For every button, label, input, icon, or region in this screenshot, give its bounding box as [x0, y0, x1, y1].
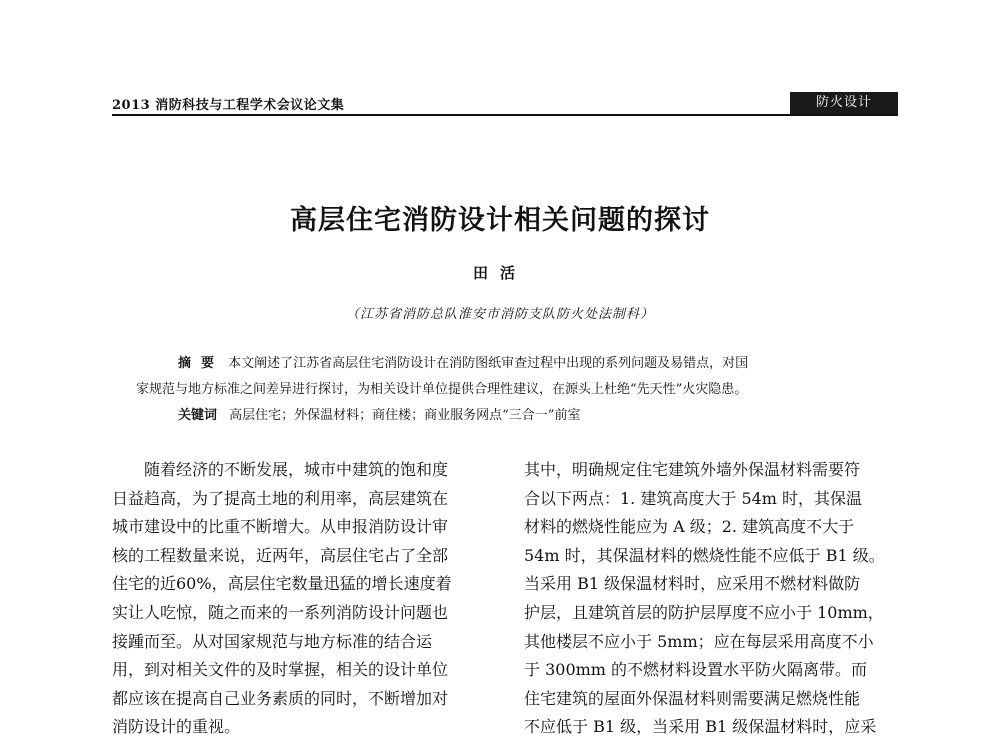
keywords-text: 高层住宅；外保温材料；商住楼；商业服务网点“三合一”前室: [229, 408, 581, 423]
body-line: 护层，且建筑首层的防护层厚度不应小于 10mm，: [524, 602, 884, 622]
body-line: 消防设计的重视。: [112, 717, 241, 737]
body-line: 用，到对相关文件的及时掌握，相关的设计单位: [112, 660, 449, 680]
keywords-label: 关键词: [178, 408, 218, 423]
abstract-label: 摘要: [178, 356, 225, 371]
body-line: 随着经济的不断发展，城市中建筑的饱和度: [144, 460, 449, 479]
body-line: 不应低于 B1 级，当采用 B1 级保温材料时，应采: [524, 717, 877, 737]
body-line: 住宅建筑的屋面外保温材料则需要满足燃烧性能: [524, 688, 861, 708]
author-affiliation: （江苏省消防总队淮安市消防支队防火处法制科）: [345, 307, 654, 322]
body-line: 实让人吃惊，随之而来的一系列消防设计问题也: [112, 602, 449, 622]
body-line: 都应该在提高自己业务素质的同时，不断增加对: [112, 688, 449, 708]
keywords-line: [178, 404, 580, 423]
body-line: 日益趋高，为了提高土地的利用率，高层建筑在: [112, 488, 449, 508]
abstract-line: [178, 352, 748, 371]
body-line: 城市建设中的比重不断增大。从申报消防设计审: [112, 517, 449, 537]
body-line: 当采用 B1 级保温材料时，应采用不燃材料做防: [524, 574, 861, 594]
abstract-text: 家规范与地方标准之间差异进行探讨，为相关设计单位提供合理性建议，在源头上杜绝“先天性”火灾隐患。: [136, 382, 748, 397]
abstract-text: 本文阐述了江苏省高层住宅消防设计在消防图纸审查过程中出现的系列问题及易错点，对国: [228, 356, 749, 371]
author-name: 田活: [472, 264, 527, 282]
abstract-line: [136, 378, 747, 397]
body-line: 接踵而至。从对国家规范与地方标准的结合运: [112, 631, 433, 651]
proceedings-header: 2013 消防科技与工程学术会议论文集: [112, 98, 345, 113]
section-badge: 防火设计: [790, 92, 898, 114]
body-line: 材料的燃烧性能应为 A 级；2. 建筑高度不大于: [524, 517, 855, 537]
body-line: 住宅的近60%，高层住宅数量迅猛的增长速度着: [112, 574, 452, 594]
body-line: 其他楼层不应小于 5mm；应在每层采用高度不小: [524, 631, 874, 651]
body-line: 合以下两点：1. 建筑高度大于 54m 时，其保温: [524, 488, 863, 508]
body-line: 54m 时，其保温材料的燃烧性能不应低于 B1 级。: [524, 545, 885, 565]
body-line: 核的工程数量来说，近两年，高层住宅占了全部: [112, 545, 449, 565]
left-column: [112, 456, 486, 742]
paper-title: 高层住宅消防设计相关问题的探讨: [290, 205, 710, 236]
header-divider: [112, 114, 898, 116]
right-column: [524, 456, 898, 742]
body-line: 其中，明确规定住宅建筑外墙外保温材料需要符: [524, 460, 861, 479]
body-line: 于 300mm 的不燃材料设置水平防火隔离带。而: [524, 660, 868, 680]
